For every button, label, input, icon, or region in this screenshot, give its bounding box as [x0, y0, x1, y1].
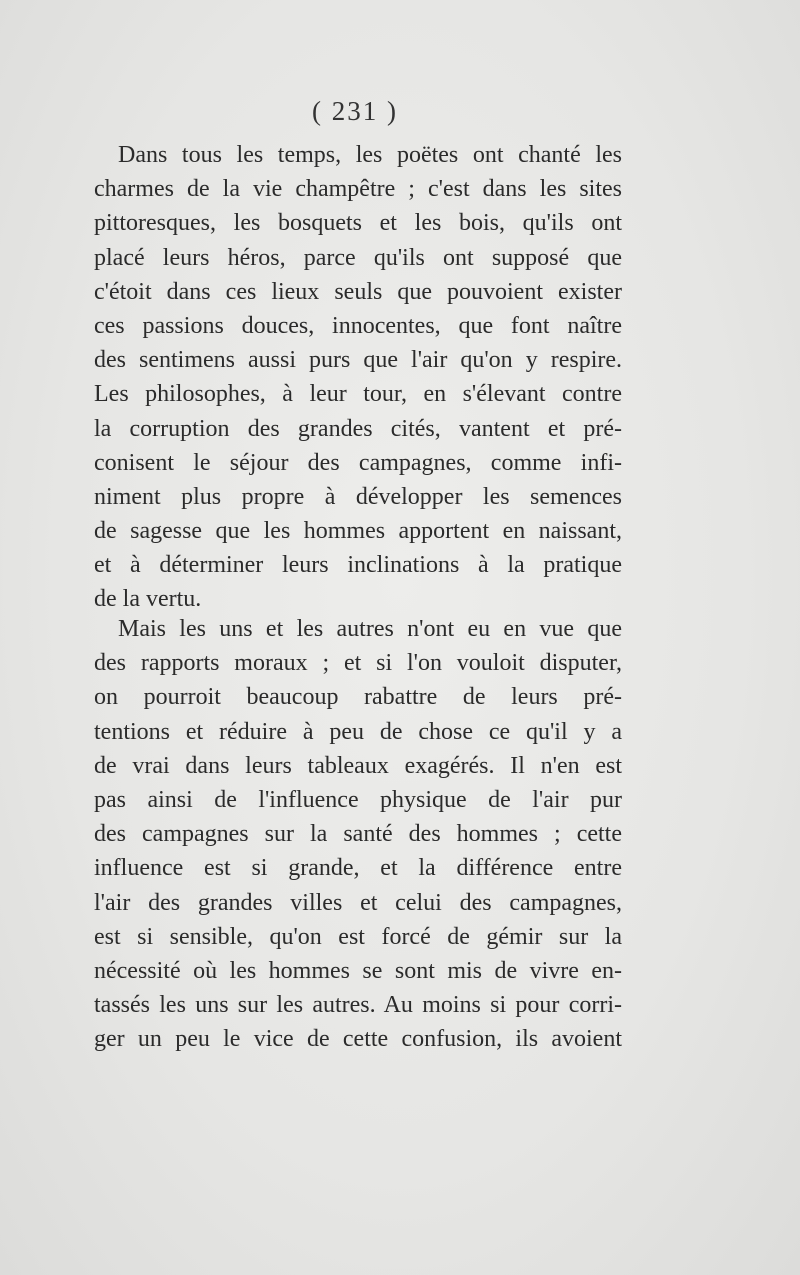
text-line: de sagesse que les hommes apportent en naissant,: [94, 518, 622, 545]
text-line: pas ainsi de l'influence physique de l'air pur: [94, 786, 622, 813]
text-line: des sentimens aussi purs que l'air qu'on y respire.: [94, 347, 622, 374]
text-line: influence est si grande, et la différence entre: [94, 855, 622, 882]
text-line: et à déterminer leurs inclinations à la pratique: [94, 552, 622, 579]
text-line: des rapports moraux ; et si l'on vouloit disputer,: [94, 650, 622, 677]
text-line: Les philosophes, à leur tour, en s'élevant contre: [94, 381, 622, 408]
text-line: de la vertu.: [94, 586, 202, 613]
text-line: de vrai dans leurs tableaux exagérés. Il n'en est: [94, 752, 622, 779]
paragraph-1: [94, 138, 622, 617]
text-line: ces passions douces, innocentes, que font naître: [94, 312, 622, 339]
text-line: la corruption des grandes cités, vantent et pré-: [94, 415, 622, 442]
text-line: placé leurs héros, parce qu'ils ont supposé que: [94, 244, 622, 271]
text-line: Mais les uns et les autres n'ont eu en vue que: [118, 616, 622, 642]
text-line: charmes de la vie champêtre ; c'est dans les sites: [94, 176, 622, 203]
page-number: ( 231 ): [312, 96, 398, 126]
paragraph-2: [94, 612, 622, 1056]
text-line: on pourroit beaucoup rabattre de leurs pré-: [94, 684, 622, 711]
text-line: pittoresques, les bosquets et les bois, qu'ils ont: [94, 210, 622, 237]
text-line: tassés les uns sur les autres. Au moins si pour corri-: [94, 992, 622, 1019]
text-line: est si sensible, qu'on est forcé de gémir sur la: [94, 923, 622, 950]
text-line: tentions et réduire à peu de chose ce qu'il y a: [94, 718, 622, 745]
text-line: Dans tous les temps, les poëtes ont chanté les: [118, 142, 622, 168]
text-line: nécessité où les hommes se sont mis de vivre en-: [94, 957, 622, 984]
text-line: ger un peu le vice de cette confusion, ils avoient: [94, 1026, 622, 1053]
text-line: c'étoit dans ces lieux seuls que pouvoient exister: [94, 278, 622, 305]
text-line: niment plus propre à développer les semences: [94, 483, 622, 510]
text-line: l'air des grandes villes et celui des campagnes,: [94, 889, 622, 916]
text-line: conisent le séjour des campagnes, comme infi-: [94, 449, 622, 476]
text-line: des campagnes sur la santé des hommes ; cette: [94, 821, 622, 848]
